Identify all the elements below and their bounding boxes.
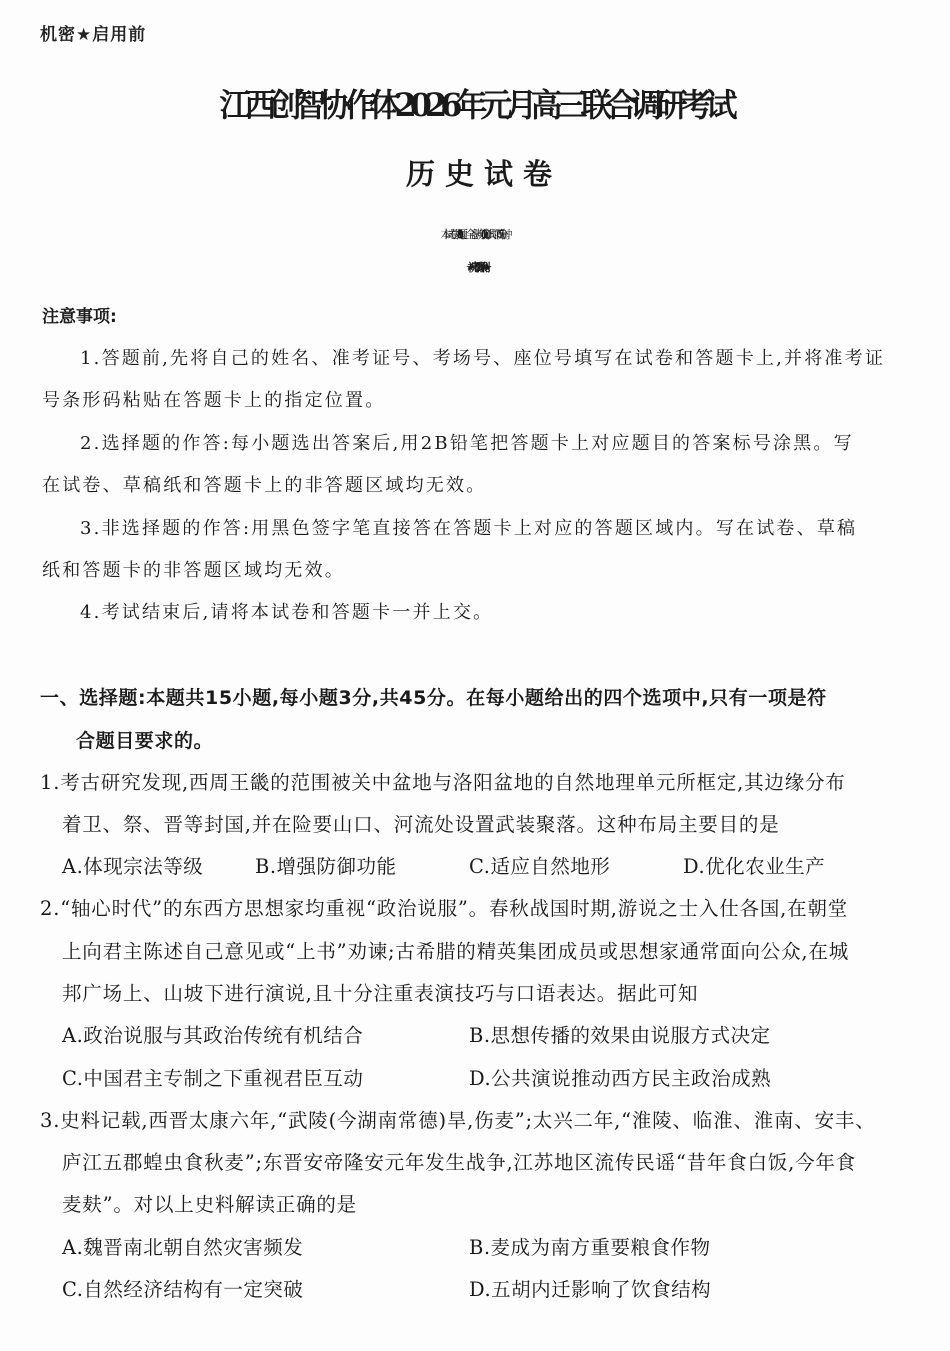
question-3-option-a: A.魏晋南北朝自然灾害频发 bbox=[62, 1236, 304, 1259]
question-2-option-a: A.政治说服与其政治传统有机结合 bbox=[62, 1024, 364, 1047]
question-2-text: 2.“轴心时代”的东西方思想家均重视“政治说服”。春秋战国时期,游说之士入仕各国,在朝堂 bbox=[40, 897, 849, 920]
exam-info: 本试卷共8页,19题。全卷满分100分,考试时间75分钟。 bbox=[440, 228, 510, 241]
question-1-option-c: C.适应自然地形 bbox=[469, 855, 611, 878]
exam-wish: ★祝考试顺利★ bbox=[465, 261, 485, 274]
question-2-option-c: C.中国君主专制之下重视君臣互动 bbox=[62, 1067, 364, 1090]
notice-line: 1.答题前,先将自己的姓名、准考证号、考场号、座位号填写在试卷和答题卡上,并将准考证 bbox=[80, 348, 886, 369]
section-heading-cont: 合题目要求的。 bbox=[76, 730, 214, 752]
notice-line: 号条形码粘贴在答题卡上的指定位置。 bbox=[42, 390, 386, 411]
question-3-option-b: B.麦成为南方重要粮食作物 bbox=[469, 1236, 711, 1259]
notice-line: 在试卷、草稿纸和答题卡上的非答题区域均无效。 bbox=[42, 475, 487, 496]
exam-title: 江西创智协作体2026年元月高三联合调研考试 bbox=[219, 86, 731, 124]
notice-line: 4.考试结束后,请将本试卷和答题卡一并上交。 bbox=[80, 602, 494, 623]
notice-line: 3.非选择题的作答:用黑色签字笔直接答在答题卡上对应的答题区域内。写在试卷、草稿 bbox=[80, 518, 858, 539]
question-3-text: 庐江五郡蝗虫食秋麦”;东晋安帝隆安元年发生战争,江苏地区流传民谣“昔年食白饭,今年食 bbox=[62, 1151, 857, 1174]
section-heading: 一、选择题:本题共15小题,每小题3分,共45分。在每小题给出的四个选项中,只有一项是符 bbox=[40, 687, 827, 709]
notice-heading: 注意事项: bbox=[42, 307, 117, 327]
question-2-text: 上向君主陈述自己意见或“上书”劝谏;古希腊的精英集团成员或思想家通常面向公众,在城 bbox=[62, 940, 850, 963]
notice-line: 2.选择题的作答:每小题选出答案后,用2B铅笔把答题卡上对应题目的答案标号涂黑。写 bbox=[80, 433, 854, 454]
question-2-text: 邦广场上、山坡下进行演说,且十分注重表演技巧与口语表达。据此可知 bbox=[62, 982, 699, 1005]
question-2-option-d: D.公共演说推动西方民主政治成熟 bbox=[469, 1067, 772, 1090]
question-2-option-b: B.思想传播的效果由说服方式决定 bbox=[469, 1024, 771, 1047]
notice-line: 纸和答题卡的非答题区域均无效。 bbox=[42, 560, 345, 581]
question-3-text: 麦麸”。对以上史料解读正确的是 bbox=[62, 1193, 357, 1216]
exam-subtitle: 历史试卷 bbox=[405, 157, 562, 191]
question-1-option-d: D.优化农业生产 bbox=[683, 855, 826, 878]
question-1-option-b: B.增强防御功能 bbox=[255, 855, 397, 878]
question-3-text: 3.史料记载,西晋太康六年,“武陵(今湖南常德)旱,伤麦”;太兴二年,“淮陵、临淮、淮南、安丰、 bbox=[40, 1109, 876, 1132]
question-1-option-a: A.体现宗法等级 bbox=[62, 855, 204, 878]
secret-label: 机密★启用前 bbox=[40, 25, 147, 42]
question-1-text: 着卫、祭、晋等封国,并在险要山口、河流处设置武装聚落。这种布局主要目的是 bbox=[62, 813, 780, 836]
question-1-text: 1.考古研究发现,西周王畿的范围被关中盆地与洛阳盆地的自然地理单元所框定,其边缘分布 bbox=[40, 771, 846, 794]
question-3-option-c: C.自然经济结构有一定突破 bbox=[62, 1278, 304, 1301]
question-3-option-d: D.五胡内迁影响了饮食结构 bbox=[469, 1278, 712, 1301]
